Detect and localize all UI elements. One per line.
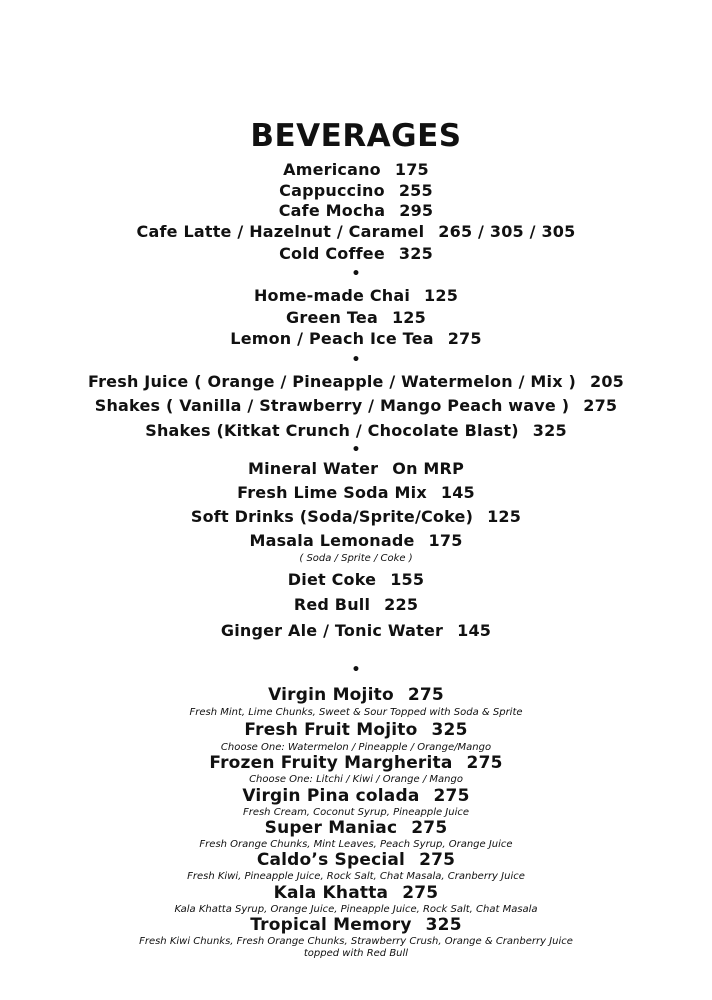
item-name: Tropical Memory <box>250 915 412 935</box>
item-price: 175 <box>394 160 429 179</box>
menu-item <box>0 883 712 903</box>
item-price: 325 <box>398 244 433 263</box>
item-name: Home-made Chai <box>253 286 411 305</box>
item-name: Americano <box>283 160 381 179</box>
item-price: 295 <box>399 201 434 220</box>
menu-item <box>0 372 712 391</box>
item-price: 325 <box>532 421 567 440</box>
item-price: 125 <box>487 507 522 526</box>
item-price: 275 <box>402 883 439 903</box>
item-price: 275 <box>419 850 456 870</box>
item-name: Lemon / Peach Ice Tea <box>230 329 434 348</box>
menu-item <box>0 160 712 179</box>
item-description: Choose One: Watermelon / Pineapple / Orange/Mango <box>220 742 492 753</box>
section-separator: • <box>351 352 361 368</box>
menu-item <box>0 786 712 806</box>
item-price: 225 <box>384 595 419 614</box>
menu-item <box>0 720 712 740</box>
item-name: Fresh Juice ( Orange / Pineapple / Watermelon / Mix ) <box>87 372 577 391</box>
item-name: Mineral Water <box>248 459 379 478</box>
item-name: Ginger Ale / Tonic Water <box>220 621 444 640</box>
item-price: 275 <box>466 753 503 773</box>
menu-item <box>0 483 712 502</box>
item-price: 275 <box>447 329 482 348</box>
menu-item <box>0 286 712 305</box>
menu-item <box>0 595 712 614</box>
menu-title: BEVERAGES <box>250 118 462 154</box>
item-name: Fresh Lime Soda Mix <box>237 483 427 502</box>
item-name: Masala Lemonade <box>249 531 415 550</box>
item-price: 205 <box>590 372 625 391</box>
menu-item <box>0 244 712 263</box>
item-name: Shakes (Kitkat Crunch / Chocolate Blast) <box>145 421 519 440</box>
item-price: 125 <box>424 286 459 305</box>
item-description: Choose One: Litchi / Kiwi / Orange / Mango <box>249 774 463 785</box>
item-name: Virgin Mojito <box>268 685 394 705</box>
item-name: Shakes ( Vanilla / Strawberry / Mango Peach wave ) <box>94 396 570 415</box>
menu-item <box>0 421 712 440</box>
item-description: Fresh Kiwi Chunks, Fresh Orange Chunks, Strawberry Crush, Orange & Cranberry Juice <box>139 936 573 947</box>
menu-item <box>0 396 712 415</box>
item-description: Fresh Cream, Coconut Syrup, Pineapple Juice <box>242 807 470 818</box>
item-description: topped with Red Bull <box>303 948 409 959</box>
item-price: 275 <box>433 786 470 806</box>
item-price: 275 <box>407 685 444 705</box>
item-name: Virgin Pina colada <box>242 786 420 806</box>
item-price: 325 <box>425 915 462 935</box>
item-name: Green Tea <box>286 308 378 327</box>
item-price: 255 <box>398 181 433 200</box>
menu-item <box>0 915 712 935</box>
menu-item <box>0 818 712 838</box>
menu-item <box>0 850 712 870</box>
item-price: 125 <box>391 308 426 327</box>
item-name: Fresh Fruit Mojito <box>244 720 418 740</box>
menu-item <box>0 531 712 550</box>
menu-item <box>0 685 712 705</box>
item-name: Red Bull <box>293 595 371 614</box>
item-price: 145 <box>457 621 492 640</box>
item-description: Fresh Mint, Lime Chunks, Sweet & Sour Topped with Soda & Sprite <box>189 707 523 718</box>
item-name: Soft Drinks (Soda/Sprite/Coke) <box>190 507 474 526</box>
section-separator: • <box>351 442 361 458</box>
item-description: Fresh Kiwi, Pineapple Juice, Rock Salt, Chat Masala, Cranberry Juice <box>187 871 525 882</box>
item-name: Cold Coffee <box>279 244 385 263</box>
item-name: Diet Coke <box>287 570 377 589</box>
item-name: Cappuccino <box>279 181 385 200</box>
item-name: Caldo’s Special <box>256 850 406 870</box>
menu-item <box>0 570 712 589</box>
section-separator: • <box>351 266 361 282</box>
item-price: 265 / 305 / 305 <box>438 222 576 241</box>
menu-item <box>0 201 712 220</box>
item-description: Kala Khatta Syrup, Orange Juice, Pineapple Juice, Rock Salt, Chat Masala <box>174 904 538 915</box>
item-name: Kala Khatta <box>273 883 389 903</box>
menu-item <box>0 329 712 348</box>
item-description: Fresh Orange Chunks, Mint Leaves, Peach Syrup, Orange Juice <box>199 839 513 850</box>
menu-item <box>0 507 712 526</box>
item-price: 275 <box>411 818 448 838</box>
item-name: Super Maniac <box>264 818 398 838</box>
item-description: ( Soda / Sprite / Coke ) <box>299 553 413 564</box>
item-price: 175 <box>428 531 463 550</box>
menu-item <box>0 308 712 327</box>
item-name: Cafe Latte / Hazelnut / Caramel <box>136 222 425 241</box>
item-price: On MRP <box>392 459 464 478</box>
item-price: 275 <box>583 396 618 415</box>
menu-item <box>0 621 712 640</box>
item-price: 145 <box>440 483 475 502</box>
menu-item <box>0 459 712 478</box>
item-price: 325 <box>431 720 468 740</box>
item-name: Frozen Fruity Margherita <box>209 753 453 773</box>
menu-item <box>0 222 712 241</box>
menu-item <box>0 753 712 773</box>
item-name: Cafe Mocha <box>278 201 386 220</box>
menu-item <box>0 181 712 200</box>
section-separator: • <box>351 662 361 678</box>
item-price: 155 <box>390 570 425 589</box>
